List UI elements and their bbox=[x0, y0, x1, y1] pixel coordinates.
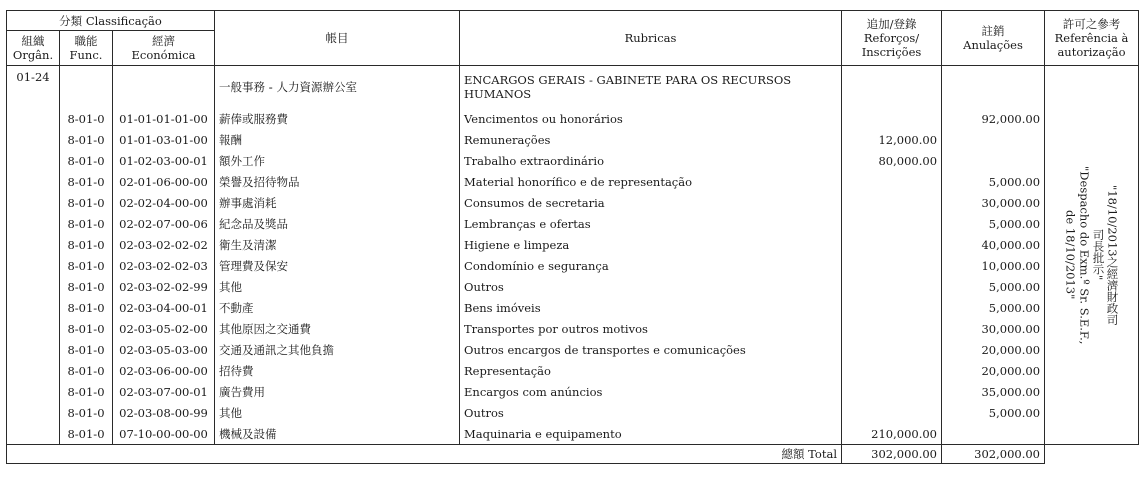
row-anulacoes: 30,000.00 bbox=[942, 192, 1045, 213]
row-economica: 02-02-07-00-06 bbox=[113, 213, 215, 234]
total-reforcos: 302,000.00 bbox=[842, 445, 942, 464]
row-economica: 02-03-02-02-99 bbox=[113, 276, 215, 297]
table-row bbox=[7, 381, 1139, 402]
row-rubrica-zh: 衛生及清潔 bbox=[215, 234, 460, 255]
row-funcional: 8-01-0 bbox=[60, 339, 113, 360]
row-anulacoes: 40,000.00 bbox=[942, 234, 1045, 255]
row-economica: 02-03-08-00-99 bbox=[113, 402, 215, 423]
row-organica bbox=[7, 129, 60, 150]
row-funcional: 8-01-0 bbox=[60, 192, 113, 213]
row-organica bbox=[7, 192, 60, 213]
row-reforcos bbox=[842, 318, 942, 339]
row-rubrica-zh: 榮譽及招待物品 bbox=[215, 171, 460, 192]
row-rubrica-pt: Encargos com anúncios bbox=[460, 381, 842, 402]
row-organica bbox=[7, 171, 60, 192]
row-reforcos bbox=[842, 339, 942, 360]
table-row bbox=[7, 192, 1139, 213]
total-anulacoes: 302,000.00 bbox=[942, 445, 1045, 464]
row-funcional: 8-01-0 bbox=[60, 129, 113, 150]
row-rubrica-zh: 其他 bbox=[215, 402, 460, 423]
row-funcional: 8-01-0 bbox=[60, 423, 113, 445]
row-economica: 02-03-04-00-01 bbox=[113, 297, 215, 318]
row-economica: 07-10-00-00-00 bbox=[113, 423, 215, 445]
table-row bbox=[7, 171, 1139, 192]
row-anulacoes: 5,000.00 bbox=[942, 297, 1045, 318]
row-economica: 02-03-05-02-00 bbox=[113, 318, 215, 339]
row-rubrica-zh: 辦事處消耗 bbox=[215, 192, 460, 213]
row-reforcos: 80,000.00 bbox=[842, 150, 942, 171]
row-anulacoes bbox=[942, 150, 1045, 171]
row-reforcos bbox=[842, 234, 942, 255]
row-rubrica-pt: Vencimentos ou honorários bbox=[460, 108, 842, 129]
row-rubrica-zh: 機械及設備 bbox=[215, 423, 460, 445]
anulacoes-header: 註銷 Anulações bbox=[942, 11, 1045, 66]
row-organica bbox=[7, 339, 60, 360]
row-reforcos bbox=[842, 213, 942, 234]
table-row bbox=[7, 360, 1139, 381]
row-rubrica-zh: 報酬 bbox=[215, 129, 460, 150]
row-rubrica-pt: Remunerações bbox=[460, 129, 842, 150]
row-rubrica-pt: Representação bbox=[460, 360, 842, 381]
row-reforcos: 210,000.00 bbox=[842, 423, 942, 445]
authorization-line: 司長批示" bbox=[1091, 229, 1106, 281]
section-title-pt: ENCARGOS GERAIS - GABINETE PARA OS RECURSOS HUMANOS bbox=[460, 66, 842, 109]
authorization-line: de 18/10/2013" bbox=[1063, 210, 1078, 300]
row-organica bbox=[7, 150, 60, 171]
row-rubrica-pt: Bens imóveis bbox=[460, 297, 842, 318]
row-anulacoes: 10,000.00 bbox=[942, 255, 1045, 276]
row-funcional: 8-01-0 bbox=[60, 255, 113, 276]
table-row bbox=[7, 318, 1139, 339]
row-rubrica-zh: 其他 bbox=[215, 276, 460, 297]
row-economica: 02-03-06-00-00 bbox=[113, 360, 215, 381]
row-rubrica-pt: Outros encargos de transportes e comunicações bbox=[460, 339, 842, 360]
row-anulacoes: 30,000.00 bbox=[942, 318, 1045, 339]
row-reforcos bbox=[842, 108, 942, 129]
authorization-reference bbox=[1045, 66, 1139, 445]
row-rubrica-zh: 廣告費用 bbox=[215, 381, 460, 402]
row-funcional: 8-01-0 bbox=[60, 150, 113, 171]
row-funcional: 8-01-0 bbox=[60, 318, 113, 339]
referencia-header: 許可之參考 Referência à autorização bbox=[1045, 11, 1139, 66]
row-organica bbox=[7, 213, 60, 234]
table-row bbox=[7, 402, 1139, 423]
row-economica: 02-03-02-02-02 bbox=[113, 234, 215, 255]
row-organica bbox=[7, 276, 60, 297]
row-anulacoes: 5,000.00 bbox=[942, 171, 1045, 192]
funcional-header: 職能 Func. bbox=[60, 31, 113, 66]
row-rubrica-zh: 額外工作 bbox=[215, 150, 460, 171]
row-economica: 02-03-02-02-03 bbox=[113, 255, 215, 276]
row-anulacoes: 20,000.00 bbox=[942, 339, 1045, 360]
table-row bbox=[7, 339, 1139, 360]
row-organica bbox=[7, 234, 60, 255]
row-reforcos bbox=[842, 276, 942, 297]
row-anulacoes bbox=[942, 129, 1045, 150]
table-row bbox=[7, 297, 1139, 318]
row-reforcos bbox=[842, 381, 942, 402]
budget-table bbox=[6, 10, 1139, 464]
table-row bbox=[7, 255, 1139, 276]
rubricas-pt-header: Rubricas bbox=[460, 11, 842, 66]
row-rubrica-pt: Lembranças e ofertas bbox=[460, 213, 842, 234]
row-rubrica-zh: 管理費及保安 bbox=[215, 255, 460, 276]
rubricas-zh-header: 帳目 bbox=[215, 11, 460, 66]
row-rubrica-pt: Consumos de secretaria bbox=[460, 192, 842, 213]
row-rubrica-zh: 薪俸或服務費 bbox=[215, 108, 460, 129]
row-rubrica-zh: 招待費 bbox=[215, 360, 460, 381]
row-funcional: 8-01-0 bbox=[60, 171, 113, 192]
row-organica bbox=[7, 360, 60, 381]
row-rubrica-pt: Maquinaria e equipamento bbox=[460, 423, 842, 445]
table-row bbox=[7, 276, 1139, 297]
section-anulacoes bbox=[942, 66, 1045, 109]
section-economica bbox=[113, 66, 215, 109]
row-economica: 02-03-07-00-01 bbox=[113, 381, 215, 402]
table-row bbox=[7, 234, 1139, 255]
row-organica bbox=[7, 318, 60, 339]
row-rubrica-pt: Material honorífico e de representação bbox=[460, 171, 842, 192]
row-funcional: 8-01-0 bbox=[60, 360, 113, 381]
row-economica: 02-01-06-00-00 bbox=[113, 171, 215, 192]
budget-document bbox=[6, 10, 1138, 464]
classification-header: 分類 Classificação bbox=[7, 11, 215, 31]
row-economica: 01-01-03-01-00 bbox=[113, 129, 215, 150]
row-rubrica-pt: Condomínio e segurança bbox=[460, 255, 842, 276]
row-funcional: 8-01-0 bbox=[60, 381, 113, 402]
row-organica bbox=[7, 381, 60, 402]
section-funcional bbox=[60, 66, 113, 109]
row-anulacoes bbox=[942, 423, 1045, 445]
row-rubrica-pt: Outros bbox=[460, 402, 842, 423]
authorization-line: "18/10/2013之經濟財政司 bbox=[1105, 184, 1120, 326]
row-funcional: 8-01-0 bbox=[60, 213, 113, 234]
section-title-zh: 一般事務 - 人力資源辦公室 bbox=[215, 66, 460, 109]
row-anulacoes: 5,000.00 bbox=[942, 213, 1045, 234]
row-rubrica-pt: Outros bbox=[460, 276, 842, 297]
row-economica: 01-01-01-01-00 bbox=[113, 108, 215, 129]
row-funcional: 8-01-0 bbox=[60, 276, 113, 297]
row-funcional: 8-01-0 bbox=[60, 108, 113, 129]
row-organica bbox=[7, 108, 60, 129]
table-row bbox=[7, 213, 1139, 234]
organica-header: 組織 Orgân. bbox=[7, 31, 60, 66]
row-organica bbox=[7, 423, 60, 445]
reforcos-header: 追加/登錄 Reforços/ Inscrições bbox=[842, 11, 942, 66]
row-rubrica-zh: 其他原因之交通費 bbox=[215, 318, 460, 339]
row-rubrica-pt: Transportes por outros motivos bbox=[460, 318, 842, 339]
section-reforcos bbox=[842, 66, 942, 109]
row-reforcos bbox=[842, 297, 942, 318]
row-anulacoes: 20,000.00 bbox=[942, 360, 1045, 381]
row-reforcos bbox=[842, 402, 942, 423]
section-organica: 01-24 bbox=[7, 66, 60, 109]
row-anulacoes: 92,000.00 bbox=[942, 108, 1045, 129]
table-row bbox=[7, 150, 1139, 171]
row-rubrica-zh: 不動產 bbox=[215, 297, 460, 318]
total-empty bbox=[1045, 445, 1139, 464]
total-label: 總額 Total bbox=[460, 445, 842, 464]
table-row bbox=[7, 108, 1139, 129]
row-anulacoes: 35,000.00 bbox=[942, 381, 1045, 402]
row-anulacoes: 5,000.00 bbox=[942, 402, 1045, 423]
row-funcional: 8-01-0 bbox=[60, 234, 113, 255]
row-organica bbox=[7, 255, 60, 276]
row-rubrica-pt: Trabalho extraordinário bbox=[460, 150, 842, 171]
row-reforcos bbox=[842, 360, 942, 381]
row-organica bbox=[7, 297, 60, 318]
table-row bbox=[7, 129, 1139, 150]
authorization-line: "Despacho do Exm.º Sr. S.E.F., bbox=[1077, 165, 1092, 345]
row-reforcos bbox=[842, 171, 942, 192]
row-anulacoes: 5,000.00 bbox=[942, 276, 1045, 297]
table-row bbox=[7, 423, 1139, 445]
row-rubrica-pt: Higiene e limpeza bbox=[460, 234, 842, 255]
row-reforcos bbox=[842, 192, 942, 213]
row-rubrica-zh: 交通及通訊之其他負擔 bbox=[215, 339, 460, 360]
row-funcional: 8-01-0 bbox=[60, 402, 113, 423]
row-economica: 01-02-03-00-01 bbox=[113, 150, 215, 171]
row-reforcos: 12,000.00 bbox=[842, 129, 942, 150]
row-reforcos bbox=[842, 255, 942, 276]
row-funcional: 8-01-0 bbox=[60, 297, 113, 318]
row-organica bbox=[7, 402, 60, 423]
total-blank bbox=[7, 445, 460, 464]
economica-header: 經濟 Económica bbox=[113, 31, 215, 66]
row-rubrica-zh: 紀念品及獎品 bbox=[215, 213, 460, 234]
row-economica: 02-03-05-03-00 bbox=[113, 339, 215, 360]
row-economica: 02-02-04-00-00 bbox=[113, 192, 215, 213]
